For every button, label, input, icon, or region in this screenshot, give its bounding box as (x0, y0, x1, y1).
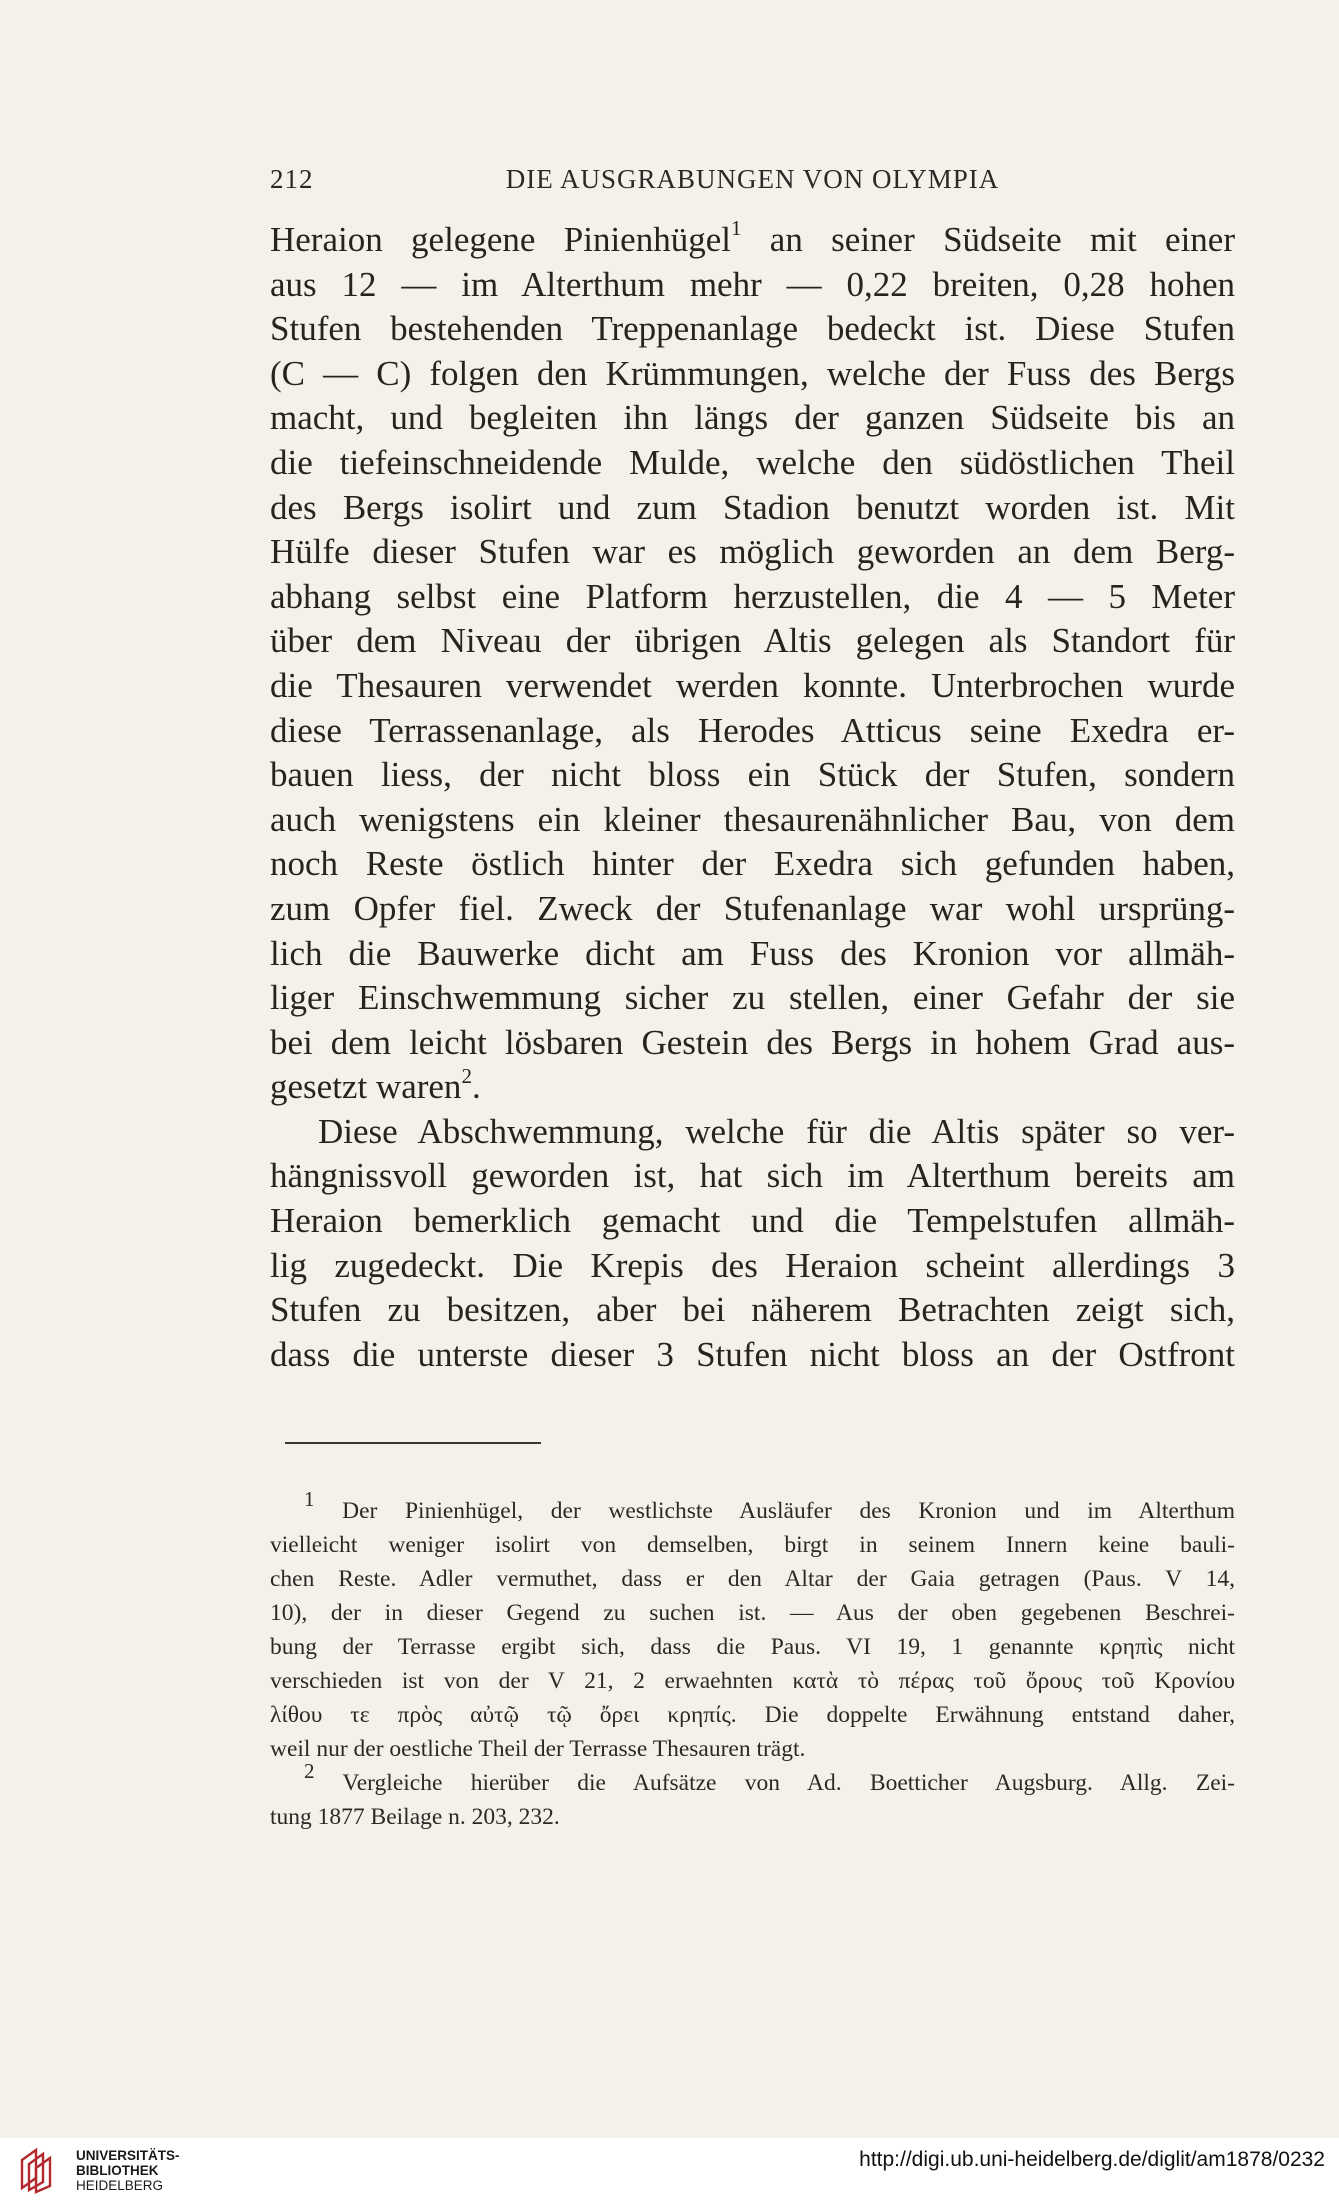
footnote-line-text: tung 1877 Beilage n. 203, 232. (270, 1804, 560, 1830)
footnote-line-text: verschieden ist von der V 21, 2 erwaehnten κατὰ τὸ πέρας τοῦ ὄρους τοῦ Κρονίου (270, 1668, 1235, 1694)
body-line (270, 575, 1235, 620)
body-line (270, 1021, 1235, 1066)
page-number: 212 (270, 164, 314, 194)
footer-bar (0, 2138, 1339, 2200)
footnote-line (270, 1732, 1235, 1766)
body-line-text: die tiefeinschneidende Mulde, welche den südöstlichen Theil (270, 442, 1235, 482)
body-line-text: auch wenigstens ein kleiner thesaurenähnlicher Bau, von dem (270, 799, 1235, 839)
footnotes (270, 1487, 1235, 1834)
body-line-text: Stufen zu besitzen, aber bei näherem Betrachten zeigt sich, (270, 1290, 1235, 1330)
library-line-2: BIBLIOTHEK (76, 2163, 159, 2178)
footnote-line-text: bung der Terrasse ergibt sich, dass die Paus. VI 19, 1 genannte κρηπὶς nicht (270, 1634, 1235, 1660)
library-name (76, 2148, 180, 2193)
body-line (270, 441, 1235, 486)
footnote-line (270, 1664, 1235, 1698)
body-line-text: macht, und begleiten ihn längs der ganzen Südseite bis an (270, 398, 1235, 438)
footnote-line (270, 1562, 1235, 1596)
body-line-text: Stufen bestehenden Treppenanlage bedeckt ist. Diese Stufen (270, 309, 1235, 349)
body-line-text: Heraion bemerklich gemacht und die Tempelstufen allmäh- (270, 1201, 1235, 1241)
running-head (270, 164, 1235, 204)
body-line (270, 842, 1235, 887)
footnote-marker: 1 (304, 1487, 315, 1512)
body-line-text: Heraion gelegene Pinienhügel (270, 220, 731, 259)
body-line-text: abhang selbst eine Platform herzustellen, die 4 — 5 Meter (270, 576, 1235, 616)
footnote-marker: 1 (730, 216, 742, 241)
footnote-line-text: Vergleiche hierüber die Aufsätze von Ad. Boetticher Augsburg. Allg. Zei- (314, 1770, 1235, 1796)
footnote-line-text: weil nur der oestliche Theil der Terrasse Thesauren trägt. (270, 1736, 806, 1762)
body-line-text: die Thesauren verwendet werden konnte. Unterbrochen wurde (270, 665, 1235, 705)
body-line (270, 1154, 1235, 1199)
body-line (270, 486, 1235, 531)
footnote-line (270, 1487, 1235, 1528)
footnote-line-text: vielleicht weniger isolirt von demselben, birgt in seinem Innern keine bauli- (270, 1532, 1235, 1558)
body-line (270, 1288, 1235, 1333)
body-line (270, 753, 1235, 798)
body-line-text: lich die Bauwerke dicht am Fuss des Kronion vor allmäh- (270, 933, 1235, 973)
body-line-text: dass die unterste dieser 3 Stufen nicht bloss an der Ostfront (270, 1334, 1235, 1374)
body-line (270, 307, 1235, 352)
body-line-text: hängnissvoll geworden ist, hat sich im Alterthum bereits am (270, 1156, 1235, 1196)
body-line (270, 887, 1235, 932)
footnote-line-text: chen Reste. Adler vermuthet, dass er den Altar der Gaia getragen (Paus. V 14, (270, 1566, 1235, 1592)
footnote-marker: 2 (461, 1063, 472, 1088)
body-line (270, 932, 1235, 977)
body-line (270, 218, 1235, 263)
body-line (270, 664, 1235, 709)
body-line (270, 798, 1235, 843)
body-line (270, 709, 1235, 754)
body-line-text: Hülfe dieser Stufen war es möglich geworden an dem Berg- (270, 532, 1235, 572)
body-line-text: zum Opfer fiel. Zweck der Stufenanlage war wohl ursprüng- (270, 888, 1235, 928)
footnote-line (270, 1528, 1235, 1562)
library-logo-icon (16, 2146, 64, 2194)
body-line-text: des Bergs isolirt und zum Stadion benutzt worden ist. Mit (270, 487, 1235, 527)
footnote-marker: 2 (304, 1759, 315, 1784)
body-line-text: über dem Niveau der übrigen Altis gelegen als Standort für (270, 621, 1235, 661)
body-line-text: (C — C) folgen den Krümmungen, welche der Fuss des Bergs (270, 353, 1235, 393)
footnote-line (270, 1630, 1235, 1664)
body-line (270, 396, 1235, 441)
footnote-line (270, 1596, 1235, 1630)
body-line-text: aus 12 — im Alterthum mehr — 0,22 breiten, 0,28 hohen (270, 264, 1235, 304)
footnote-line-text: Der Pinienhügel, der westlichste Ausläufer des Kronion und im Alterthum (314, 1498, 1235, 1524)
body-line (270, 976, 1235, 1021)
body-line-text: noch Reste östlich hinter der Exedra sich gefunden haben, (270, 844, 1235, 884)
body-line-text: liger Einschwemmung sicher zu stellen, einer Gefahr der sie (270, 978, 1235, 1018)
footnote-line (270, 1800, 1235, 1834)
body-line-text: . (471, 1067, 481, 1107)
body-line-text: lig zugedeckt. Die Krepis des Heraion scheint allerdings 3 (270, 1245, 1235, 1285)
body-line (270, 263, 1235, 308)
body-line (270, 619, 1235, 664)
library-line-3: HEIDELBERG (76, 2178, 164, 2193)
main-text (270, 218, 1235, 1377)
body-line (270, 1244, 1235, 1289)
body-line-text: bei dem leicht lösbaren Gestein des Bergs in hohem Grad aus- (270, 1022, 1235, 1062)
body-line-text: gesetzt waren (270, 1067, 462, 1107)
footnote-line-text: 10), der in dieser Gegend zu suchen ist. — Aus der oben gegebenen Beschrei- (270, 1600, 1235, 1626)
footnote-line-text: λίθου τε πρὸς αὐτῷ τῷ ὄρει κρηπίς. Die doppelte Erwähnung entstand daher, (270, 1702, 1235, 1728)
body-line-text: bauen liess, der nicht bloss ein Stück der Stufen, sondern (270, 755, 1235, 795)
body-line (270, 1110, 1235, 1155)
body-line-text: diese Terrassenanlage, als Herodes Atticus seine Exedra er- (270, 710, 1235, 750)
body-line (270, 1065, 1235, 1110)
body-line-text: an seiner Südseite mit einer (741, 220, 1235, 259)
body-line (270, 1333, 1235, 1378)
source-url[interactable]: http://digi.ub.uni-heidelberg.de/diglit/am1878/0232 (859, 2148, 1325, 2171)
body-line (270, 530, 1235, 575)
footnote-line (270, 1698, 1235, 1732)
body-line (270, 1199, 1235, 1244)
footnote-separator (285, 1442, 541, 1444)
body-line-text: Diese Abschwemmung, welche für die Altis später so ver- (318, 1111, 1235, 1151)
body-line (270, 352, 1235, 397)
library-line-1: UNIVERSITÄTS- (76, 2148, 180, 2163)
footnote-line (270, 1759, 1235, 1800)
running-title: DIE AUSGRABUNGEN VON OLYMPIA (505, 164, 1000, 194)
